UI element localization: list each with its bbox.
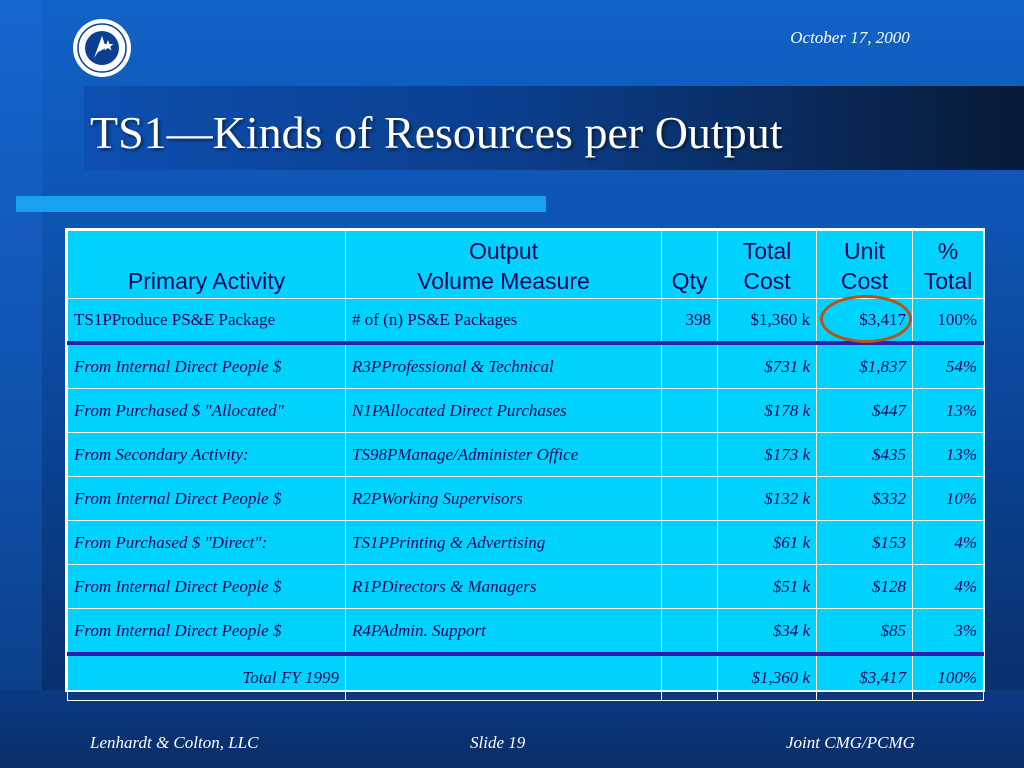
row-qty: [662, 521, 718, 565]
row-unit: $85: [817, 609, 913, 655]
row-qty: [662, 389, 718, 433]
table-row: [68, 477, 984, 521]
table-row: [68, 389, 984, 433]
accent-bar: [16, 196, 546, 212]
mndot-seal-icon: [72, 18, 132, 78]
summary-qty: 398: [662, 299, 718, 344]
row-pct: 54%: [913, 343, 984, 389]
row-pct: 4%: [913, 521, 984, 565]
table-row: [68, 343, 984, 389]
row-activity: From Secondary Activity:: [68, 433, 346, 477]
summary-output: # of (n) PS&E Packages: [346, 299, 662, 344]
row-total: $132 k: [718, 477, 817, 521]
bottom-band: [0, 690, 1024, 768]
row-unit: $128: [817, 565, 913, 609]
row-total: $61 k: [718, 521, 817, 565]
total-output-empty: [346, 654, 662, 701]
row-unit: $332: [817, 477, 913, 521]
row-pct: 10%: [913, 477, 984, 521]
row-total: $173 k: [718, 433, 817, 477]
unit-cost-highlight-circle: [820, 295, 912, 343]
row-total: $34 k: [718, 609, 817, 655]
table-header-row: [68, 231, 984, 299]
table-row: [68, 609, 984, 655]
header-unit-cost: Unit Cost: [817, 231, 913, 299]
header-primary-activity: Primary Activity: [68, 231, 346, 299]
row-unit: $153: [817, 521, 913, 565]
summary-activity: TS1PProduce PS&E Package: [68, 299, 346, 344]
row-total: $178 k: [718, 389, 817, 433]
header-qty: Qty: [662, 231, 718, 299]
total-row: [68, 654, 984, 701]
footer-right: Joint CMG/PCMG: [786, 733, 915, 752]
total-label: Total FY 1999: [68, 654, 346, 701]
row-unit: $447: [817, 389, 913, 433]
row-activity: From Internal Direct People $: [68, 343, 346, 389]
row-output: R1PDirectors & Managers: [346, 565, 662, 609]
header-total-cost: Total Cost: [718, 231, 817, 299]
row-total: $731 k: [718, 343, 817, 389]
total-unit: $3,417: [817, 654, 913, 701]
footer-left: Lenhardt & Colton, LLC: [90, 733, 259, 752]
row-pct: 3%: [913, 609, 984, 655]
slide-date: October 17, 2000: [790, 28, 910, 47]
row-activity: From Purchased $ "Direct":: [68, 521, 346, 565]
row-qty: [662, 565, 718, 609]
table-row: [68, 565, 984, 609]
row-pct: 13%: [913, 433, 984, 477]
row-qty: [662, 609, 718, 655]
footer-slide-number: Slide 19: [470, 733, 526, 752]
row-activity: From Internal Direct People $: [68, 609, 346, 655]
header-output-volume: Output Volume Measure: [346, 231, 662, 299]
row-unit: $435: [817, 433, 913, 477]
row-output: R3PProfessional & Technical: [346, 343, 662, 389]
row-qty: [662, 433, 718, 477]
header-pct-total: % Total: [913, 231, 984, 299]
slide-title: TS1—Kinds of Resources per Output: [90, 107, 783, 158]
row-output: TS1PPrinting & Advertising: [346, 521, 662, 565]
summary-pct: 100%: [913, 299, 984, 344]
total-cost: $1,360 k: [718, 654, 817, 701]
row-pct: 13%: [913, 389, 984, 433]
total-qty-empty: [662, 654, 718, 701]
row-unit: $1,837: [817, 343, 913, 389]
row-total: $51 k: [718, 565, 817, 609]
row-qty: [662, 343, 718, 389]
row-activity: From Internal Direct People $: [68, 565, 346, 609]
table-row: [68, 521, 984, 565]
left-band: [0, 0, 42, 768]
row-output: N1PAllocated Direct Purchases: [346, 389, 662, 433]
row-output: R2PWorking Supervisors: [346, 477, 662, 521]
summary-total: $1,360 k: [718, 299, 817, 344]
row-output: TS98PManage/Administer Office: [346, 433, 662, 477]
table-row: [68, 433, 984, 477]
summary-unit: $3,417: [817, 299, 913, 344]
total-pct: 100%: [913, 654, 984, 701]
row-activity: From Internal Direct People $: [68, 477, 346, 521]
row-output: R4PAdmin. Support: [346, 609, 662, 655]
row-qty: [662, 477, 718, 521]
row-pct: 4%: [913, 565, 984, 609]
row-activity: From Purchased $ "Allocated": [68, 389, 346, 433]
